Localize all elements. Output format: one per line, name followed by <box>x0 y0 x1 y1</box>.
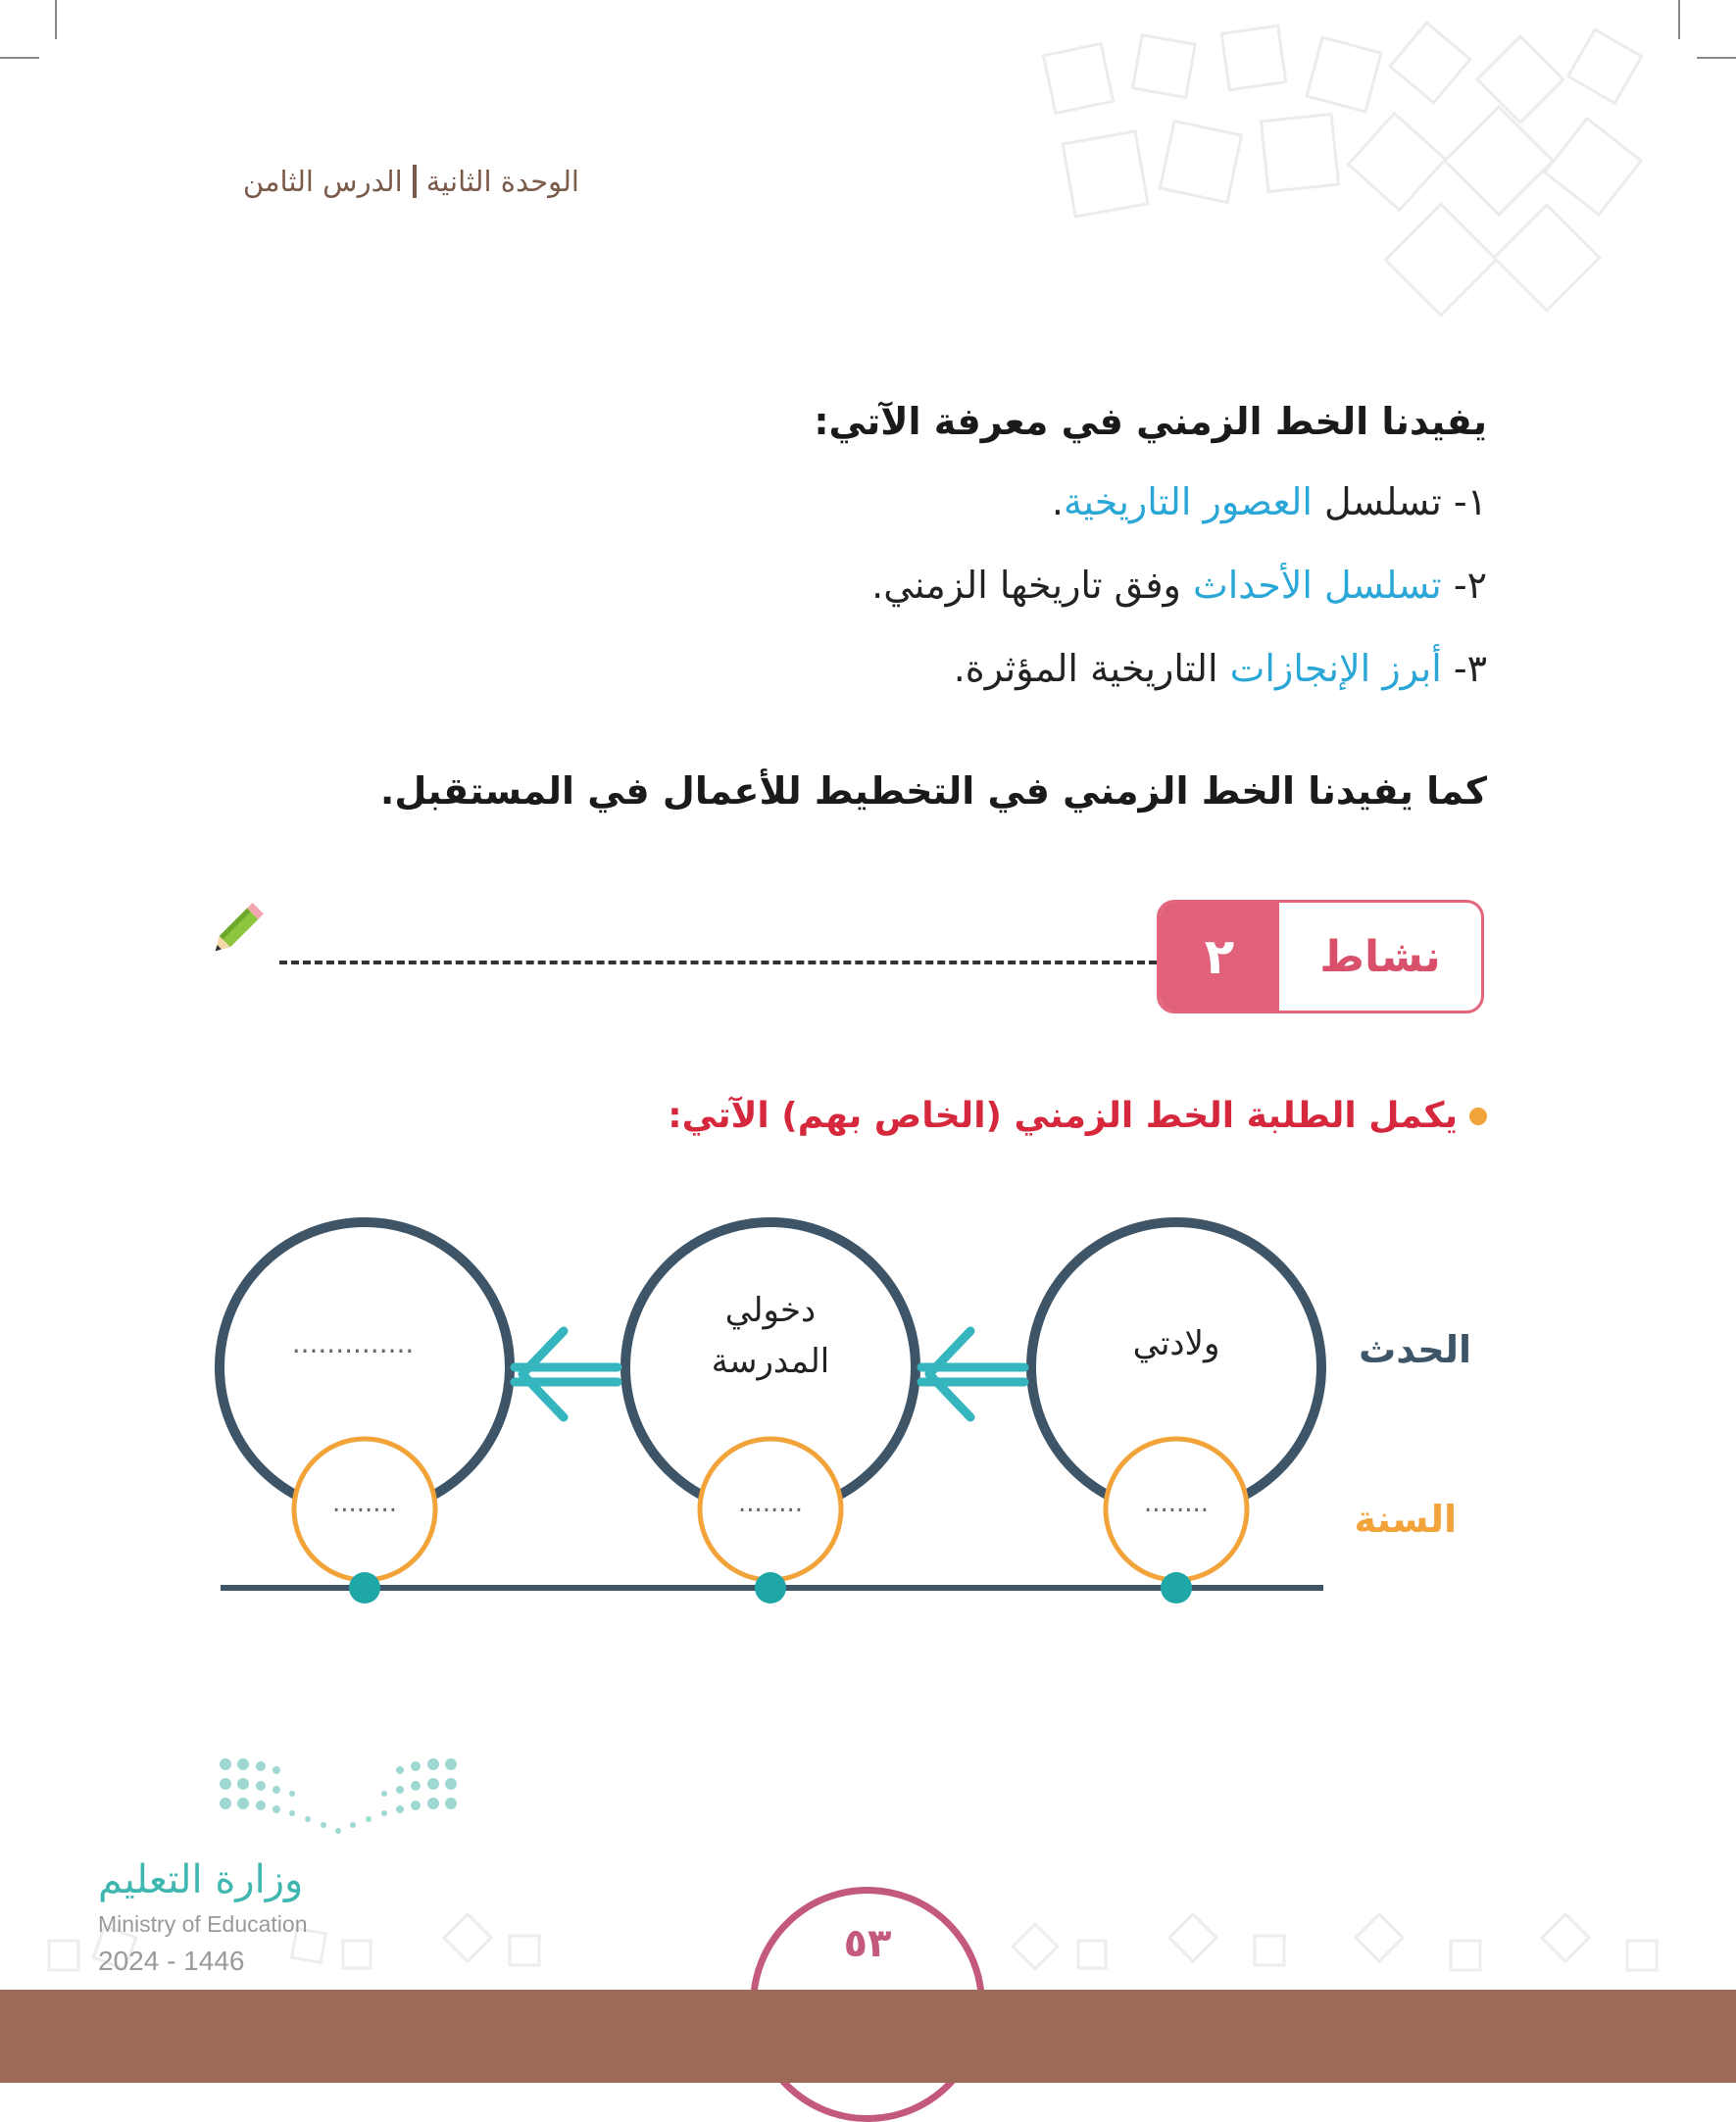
year-row-label: السنة <box>1354 1498 1457 1541</box>
ministry-name-arabic: وزارة التعليم <box>98 1857 304 1902</box>
edition-year: 2024 - 1446 <box>98 1946 245 1976</box>
decorative-pattern <box>1029 20 1676 323</box>
crop-mark <box>0 57 39 59</box>
event-1-text: ولادتي <box>1132 1324 1220 1363</box>
benefit-item-1 <box>1052 480 1487 523</box>
benefit-item-2 <box>871 564 1487 607</box>
activity-instruction <box>668 1096 1487 1136</box>
event-2-line1: دخولي <box>724 1291 817 1330</box>
item-highlight: العصور التاريخية <box>1063 480 1313 523</box>
item-number: ٢- <box>1453 564 1487 607</box>
item-text: . <box>1051 480 1064 523</box>
event-3-placeholder: .............. <box>291 1327 415 1359</box>
item-highlight: تسلسل الأحداث <box>1192 564 1442 607</box>
lesson-header <box>243 165 579 198</box>
page-number: ٥٣ <box>843 1921 892 1966</box>
item-number: ١- <box>1453 480 1487 523</box>
future-planning-line: كما يفيدنا الخط الزمني في التخطيط للأعمال في المستقبل. <box>379 769 1487 813</box>
year-1-placeholder: ........ <box>1143 1489 1210 1518</box>
instruction-text: يكمل الطلبة الخط الزمني (الخاص بهم) الآتي: <box>668 1096 1458 1136</box>
crop-mark <box>1678 0 1680 39</box>
timeline-dot <box>1161 1572 1192 1604</box>
timeline-diagram <box>196 1206 1353 1617</box>
event-row-label: الحدث <box>1359 1328 1471 1371</box>
arrow-left-icon <box>921 1331 1024 1417</box>
activity-label: نشاط <box>1319 931 1441 982</box>
activity-number: ٢ <box>1160 903 1279 1011</box>
unit-title: الوحدة الثانية <box>425 165 579 198</box>
timeline-dot <box>349 1572 380 1604</box>
activity-badge <box>1157 900 1484 1013</box>
item-text: التاريخية المؤثرة. <box>953 647 1218 690</box>
crop-mark <box>1697 57 1736 59</box>
bullet-icon <box>1469 1108 1487 1125</box>
header-separator <box>413 165 417 198</box>
lesson-title: الدرس الثامن <box>242 165 403 198</box>
item-number: ٣- <box>1453 647 1487 690</box>
benefits-title: يفيدنا الخط الزمني في معرفة الآتي: <box>814 400 1487 443</box>
timeline-dot <box>755 1572 786 1604</box>
footer-bar <box>0 1990 1736 2083</box>
arrow-left-icon <box>515 1331 618 1417</box>
year-3-placeholder: ........ <box>331 1489 398 1518</box>
item-highlight: أبرز الإنجازات <box>1229 647 1442 690</box>
pencil-icon <box>201 897 270 965</box>
item-text: تسلسل <box>1324 480 1442 523</box>
event-2-line2: المدرسة <box>711 1342 830 1381</box>
year-2-placeholder: ........ <box>737 1489 804 1518</box>
item-text: وفق تاريخها الزمني. <box>871 564 1181 607</box>
crop-mark <box>55 0 57 39</box>
benefit-item-3 <box>954 647 1487 690</box>
ministry-logo-icon <box>216 1754 461 1843</box>
ministry-name-english: Ministry of Education <box>98 1911 308 1937</box>
activity-dashed-line <box>279 961 1157 964</box>
